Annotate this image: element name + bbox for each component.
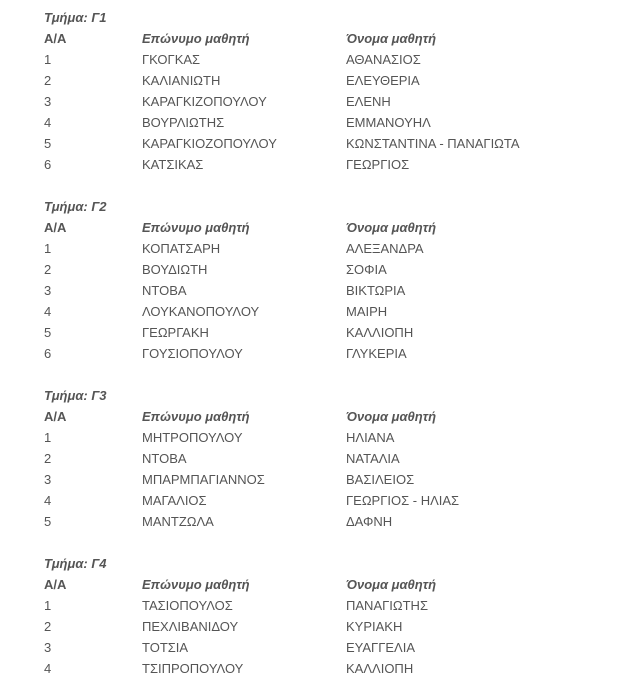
header-firstname: Όνομα μαθητή bbox=[346, 409, 437, 424]
student-surname: ΝΤΟΒΑ bbox=[142, 283, 187, 298]
student-surname: ΜΑΓΑΛΙΟΣ bbox=[142, 493, 207, 508]
student-firstname: ΗΛΙΑΝΑ bbox=[346, 430, 395, 445]
section-title: Τμήμα: Γ1 bbox=[44, 10, 107, 25]
student-surname: ΚΟΠΑΤΣΑΡΗ bbox=[142, 241, 221, 256]
header-firstname: Όνομα μαθητή bbox=[346, 577, 437, 592]
table-row bbox=[0, 598, 630, 619]
table-row bbox=[0, 325, 630, 346]
student-surname: ΝΤΟΒΑ bbox=[142, 451, 187, 466]
table-row bbox=[0, 262, 630, 283]
student-firstname: ΝΑΤΑΛΙΑ bbox=[346, 451, 400, 466]
student-surname: ΠΕΧΛΙΒΑΝΙΔΟΥ bbox=[142, 619, 239, 634]
row-number: 2 bbox=[44, 451, 52, 466]
student-firstname: ΕΛΕΥΘΕΡΙΑ bbox=[346, 73, 420, 88]
student-firstname: ΣΟΦΙΑ bbox=[346, 262, 387, 277]
table-row bbox=[0, 136, 630, 157]
row-number: 1 bbox=[44, 241, 52, 256]
row-number: 6 bbox=[44, 157, 52, 172]
student-firstname: ΑΘΑΝΑΣΙΟΣ bbox=[346, 52, 421, 67]
row-number: 4 bbox=[44, 115, 52, 130]
table-row bbox=[0, 661, 630, 682]
header-number: Α/Α bbox=[44, 220, 67, 235]
table-header-row bbox=[0, 220, 630, 241]
header-number: Α/Α bbox=[44, 409, 67, 424]
student-surname: ΒΟΥΡΛΙΩΤΗΣ bbox=[142, 115, 225, 130]
header-surname: Επώνυμο μαθητή bbox=[142, 220, 250, 235]
row-number: 1 bbox=[44, 598, 52, 613]
section-title: Τμήμα: Γ3 bbox=[44, 388, 107, 403]
student-firstname: ΚΩΝΣΤΑΝΤΙΝΑ - ΠΑΝΑΓΙΩΤΑ bbox=[346, 136, 520, 151]
row-number: 3 bbox=[44, 640, 52, 655]
row-number: 4 bbox=[44, 493, 52, 508]
row-number: 6 bbox=[44, 346, 52, 361]
header-number: Α/Α bbox=[44, 577, 67, 592]
student-surname: ΓΕΩΡΓΑΚΗ bbox=[142, 325, 209, 340]
student-firstname: ΚΑΛΛΙΟΠΗ bbox=[346, 325, 414, 340]
table-header-row bbox=[0, 31, 630, 52]
row-number: 3 bbox=[44, 283, 52, 298]
student-surname: ΓΟΥΣΙΟΠΟΥΛΟΥ bbox=[142, 346, 243, 361]
student-firstname: ΓΛΥΚΕΡΙΑ bbox=[346, 346, 407, 361]
student-firstname: ΚΥΡΙΑΚΗ bbox=[346, 619, 403, 634]
student-surname: ΚΑΡΑΓΚΙΖΟΠΟΥΛΟΥ bbox=[142, 94, 267, 109]
table-row bbox=[0, 451, 630, 472]
row-number: 5 bbox=[44, 136, 52, 151]
table-row bbox=[0, 304, 630, 325]
table-row bbox=[0, 73, 630, 94]
student-surname: ΓΚΟΓΚΑΣ bbox=[142, 52, 201, 67]
row-number: 5 bbox=[44, 514, 52, 529]
table-row bbox=[0, 493, 630, 514]
header-surname: Επώνυμο μαθητή bbox=[142, 577, 250, 592]
class-section bbox=[0, 388, 630, 535]
row-number: 4 bbox=[44, 661, 52, 676]
student-firstname: ΠΑΝΑΓΙΩΤΗΣ bbox=[346, 598, 428, 613]
student-firstname: ΕΛΕΝΗ bbox=[346, 94, 391, 109]
table-row bbox=[0, 514, 630, 535]
row-number: 2 bbox=[44, 73, 52, 88]
student-firstname: ΚΑΛΛΙΟΠΗ bbox=[346, 661, 414, 676]
row-number: 2 bbox=[44, 619, 52, 634]
section-title: Τμήμα: Γ4 bbox=[44, 556, 107, 571]
table-row bbox=[0, 94, 630, 115]
student-surname: ΒΟΥΔΙΩΤΗ bbox=[142, 262, 208, 277]
row-number: 3 bbox=[44, 94, 52, 109]
header-surname: Επώνυμο μαθητή bbox=[142, 409, 250, 424]
row-number: 1 bbox=[44, 52, 52, 67]
header-firstname: Όνομα μαθητή bbox=[346, 220, 437, 235]
table-row bbox=[0, 430, 630, 451]
student-surname: ΚΑΤΣΙΚΑΣ bbox=[142, 157, 204, 172]
row-number: 1 bbox=[44, 430, 52, 445]
student-firstname: ΔΑΦΝΗ bbox=[346, 514, 393, 529]
student-surname: ΜΑΝΤΖΩΛΑ bbox=[142, 514, 214, 529]
row-number: 4 bbox=[44, 304, 52, 319]
student-surname: ΤΣΙΠΡΟΠΟΥΛΟΥ bbox=[142, 661, 244, 676]
student-surname: ΤΑΣΙΟΠΟΥΛΟΣ bbox=[142, 598, 233, 613]
table-header-row bbox=[0, 577, 630, 598]
table-row bbox=[0, 472, 630, 493]
header-surname: Επώνυμο μαθητή bbox=[142, 31, 250, 46]
class-section bbox=[0, 556, 630, 682]
class-section bbox=[0, 199, 630, 367]
student-firstname: ΒΙΚΤΩΡΙΑ bbox=[346, 283, 406, 298]
table-row bbox=[0, 157, 630, 178]
student-surname: ΜΗΤΡΟΠΟΥΛΟΥ bbox=[142, 430, 243, 445]
student-firstname: ΕΥΑΓΓΕΛΙΑ bbox=[346, 640, 416, 655]
row-number: 5 bbox=[44, 325, 52, 340]
class-section bbox=[0, 10, 630, 178]
student-firstname: ΓΕΩΡΓΙΟΣ bbox=[346, 157, 410, 172]
student-surname: ΚΑΛΙΑΝΙΩΤΗ bbox=[142, 73, 221, 88]
header-number: Α/Α bbox=[44, 31, 67, 46]
table-header-row bbox=[0, 409, 630, 430]
student-surname: ΛΟΥΚΑΝΟΠΟΥΛΟΥ bbox=[142, 304, 260, 319]
row-number: 3 bbox=[44, 472, 52, 487]
table-row bbox=[0, 346, 630, 367]
table-row bbox=[0, 283, 630, 304]
table-row bbox=[0, 241, 630, 262]
table-row bbox=[0, 115, 630, 136]
table-row bbox=[0, 52, 630, 73]
section-title: Τμήμα: Γ2 bbox=[44, 199, 107, 214]
header-firstname: Όνομα μαθητή bbox=[346, 31, 437, 46]
student-surname: ΜΠΑΡΜΠΑΓΙΑΝΝΟΣ bbox=[142, 472, 265, 487]
table-row bbox=[0, 619, 630, 640]
student-firstname: ΜΑΙΡΗ bbox=[346, 304, 388, 319]
student-firstname: ΕΜΜΑΝΟΥΗΛ bbox=[346, 115, 431, 130]
table-row bbox=[0, 640, 630, 661]
student-firstname: ΒΑΣΙΛΕΙΟΣ bbox=[346, 472, 415, 487]
student-firstname: ΑΛΕΞΑΝΔΡΑ bbox=[346, 241, 424, 256]
student-surname: ΚΑΡΑΓΚΙΟΖΟΠΟΥΛΟΥ bbox=[142, 136, 277, 151]
student-surname: ΤΟΤΣΙΑ bbox=[142, 640, 189, 655]
row-number: 2 bbox=[44, 262, 52, 277]
student-firstname: ΓΕΩΡΓΙΟΣ - ΗΛΙΑΣ bbox=[346, 493, 460, 508]
